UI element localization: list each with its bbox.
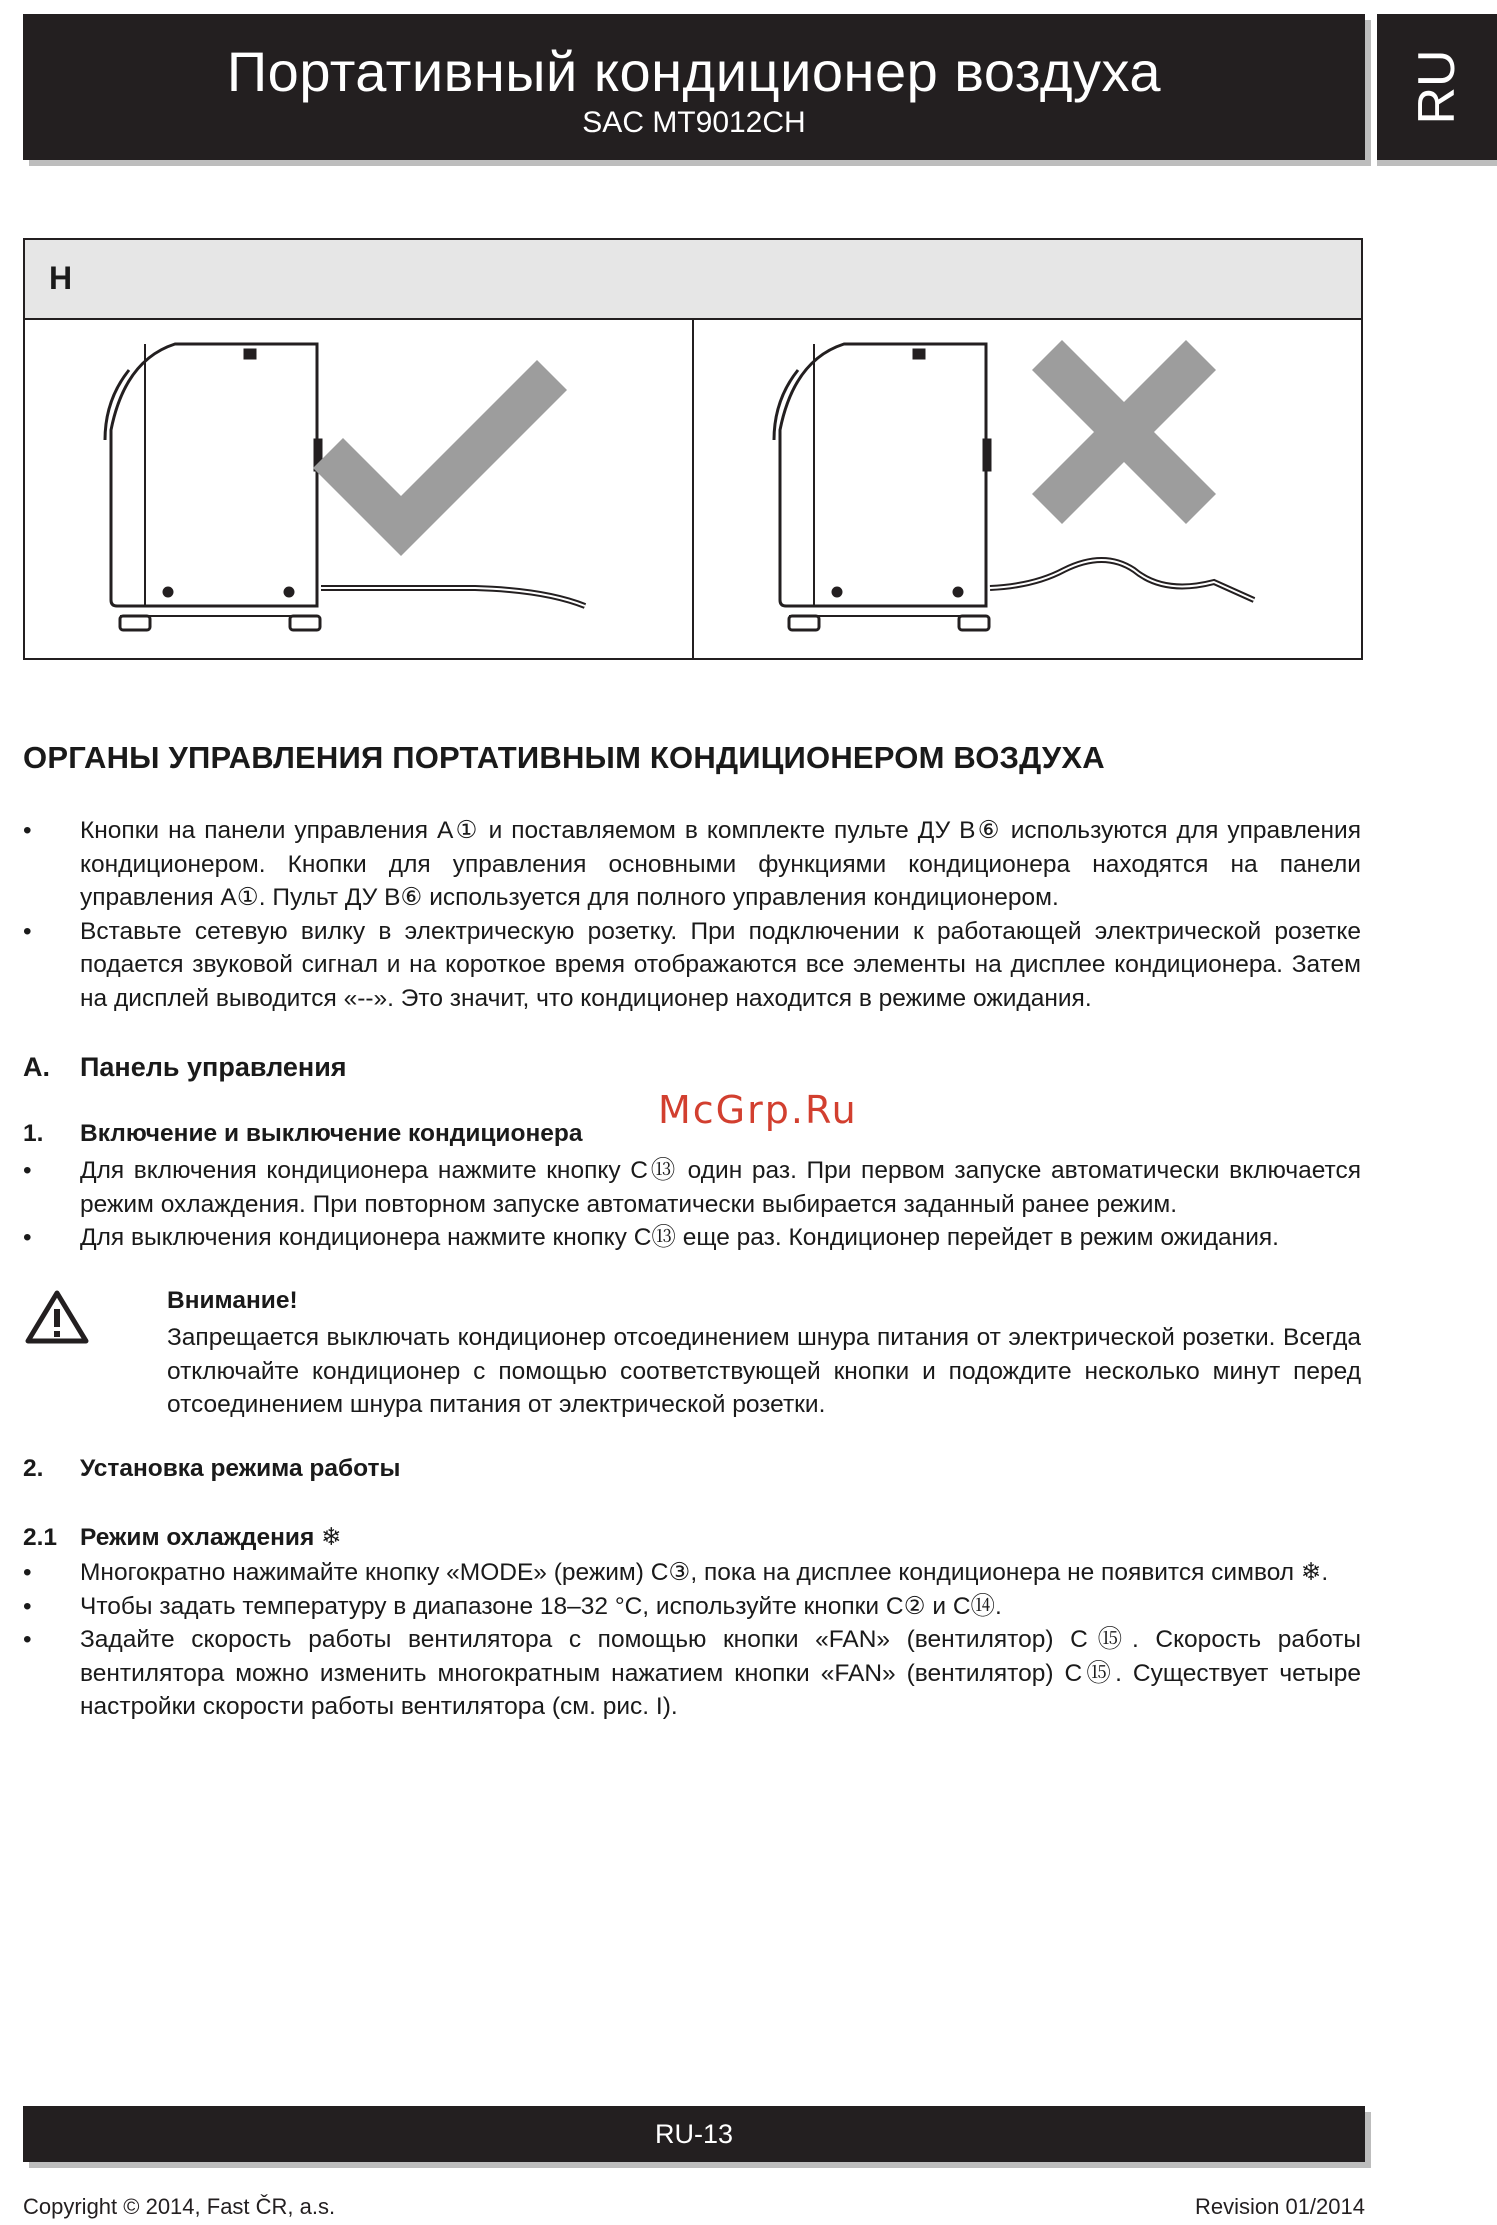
copyright: Copyright © 2014, Fast ČR, a.s. bbox=[23, 2194, 336, 2219]
item1-list bbox=[23, 1154, 1361, 1255]
list-item: • Для выключения кондиционера нажмите кнопку C⑬ еще раз. Кондиционер перейдет в режим ожидания. bbox=[23, 1221, 1361, 1255]
revision: Revision 01/2014 bbox=[1194, 2194, 1365, 2219]
correct-cord-illustration bbox=[25, 320, 692, 658]
item21-list bbox=[23, 1556, 1361, 1724]
panel-heading bbox=[23, 1052, 347, 1083]
warning-title: Внимание! bbox=[167, 1287, 298, 1314]
list-item: • Кнопки на панели управления A① и поставляемом в комплекте пульте ДУ B⑥ используются для управления кондиционером. Кнопки для управления основными функциями кондиционера находятся на панели управления A①. Пульт ДУ B⑥ используется для полного управления кондиционером. bbox=[23, 814, 1361, 915]
watermark: McGrp.Ru bbox=[658, 1088, 858, 1132]
figure-label: H bbox=[49, 260, 73, 296]
list-item: • Вставьте сетевую вилку в электрическую розетку. При подключении к работающей электрической розетке подается звуковой сигнал и на короткое время отображаются все элементы на дисплее кондиционера. Затем на дисплей выводится «--». Это значит, что кондиционер находится в режиме ожидания. bbox=[23, 915, 1361, 1016]
item2-title: Установка режима работы bbox=[80, 1455, 401, 1482]
header-bar bbox=[23, 14, 1365, 160]
check-mark bbox=[313, 360, 567, 556]
section-title: ОРГАНЫ УПРАВЛЕНИЯ ПОРТАТИВНЫМ КОНДИЦИОНЕРОМ ВОЗДУХА bbox=[23, 740, 1105, 775]
figure-h bbox=[23, 238, 1363, 660]
item2-number: 2. bbox=[23, 1455, 44, 1482]
language-code: RU bbox=[1408, 49, 1466, 125]
item1-title: Включение и выключение кондиционера bbox=[80, 1120, 583, 1147]
item1-number: 1. bbox=[23, 1120, 44, 1147]
item1-heading bbox=[23, 1120, 582, 1148]
item21-title: Режим охлаждения ❄ bbox=[80, 1524, 342, 1551]
item2-heading bbox=[23, 1455, 400, 1483]
model-number: SAC MT9012CH bbox=[582, 106, 806, 139]
item21-number: 2.1 bbox=[23, 1524, 58, 1551]
list-item: • Многократно нажимайте кнопку «MODE» (режим) C③, пока на дисплее кондиционера не появится символ ❄. bbox=[23, 1556, 1361, 1590]
list-item: • Для включения кондиционера нажмите кнопку C⑬ один раз. При первом запуске автоматически включается режим охлаждения. При повторном запуске автоматически выбирается заданный ранее режим. bbox=[23, 1154, 1361, 1221]
list-item: • Чтобы задать температуру в диапазоне 18–32 °C, используйте кнопки C② и C⑭. bbox=[23, 1590, 1361, 1624]
page-title: Портативный кондиционер воздуха bbox=[226, 40, 1162, 103]
intro-list bbox=[23, 814, 1361, 1015]
language-tab bbox=[1377, 14, 1497, 160]
page-number: RU-13 bbox=[654, 2119, 734, 2149]
panel-heading-text: Панель управления bbox=[80, 1052, 347, 1082]
warning-text: Запрещается выключать кондиционер отсоединением шнура питания от электрической розетки. Всегда отключайте кондиционер с помощью соответствующей кнопки и подождите несколько минут перед отсоединением шнура питания от электрической розетки. bbox=[167, 1324, 1361, 1418]
list-item: • Задайте скорость работы вентилятора с помощью кнопки «FAN» (вентилятор) C⑮. Скорость работы вентилятора можно изменить многократным нажатием кнопки «FAN» (вентилятор) C⑮. Существует четыре настройки скорости работы вентилятора (см. рис. I). bbox=[23, 1623, 1361, 1724]
warning-icon bbox=[24, 1289, 90, 1345]
footer-bar bbox=[23, 2106, 1365, 2162]
cross-mark bbox=[1032, 340, 1216, 524]
figure-header bbox=[25, 240, 1361, 320]
incorrect-cord-illustration bbox=[694, 320, 1361, 658]
panel-heading-number: A. bbox=[23, 1052, 50, 1082]
item21-heading bbox=[23, 1522, 342, 1552]
